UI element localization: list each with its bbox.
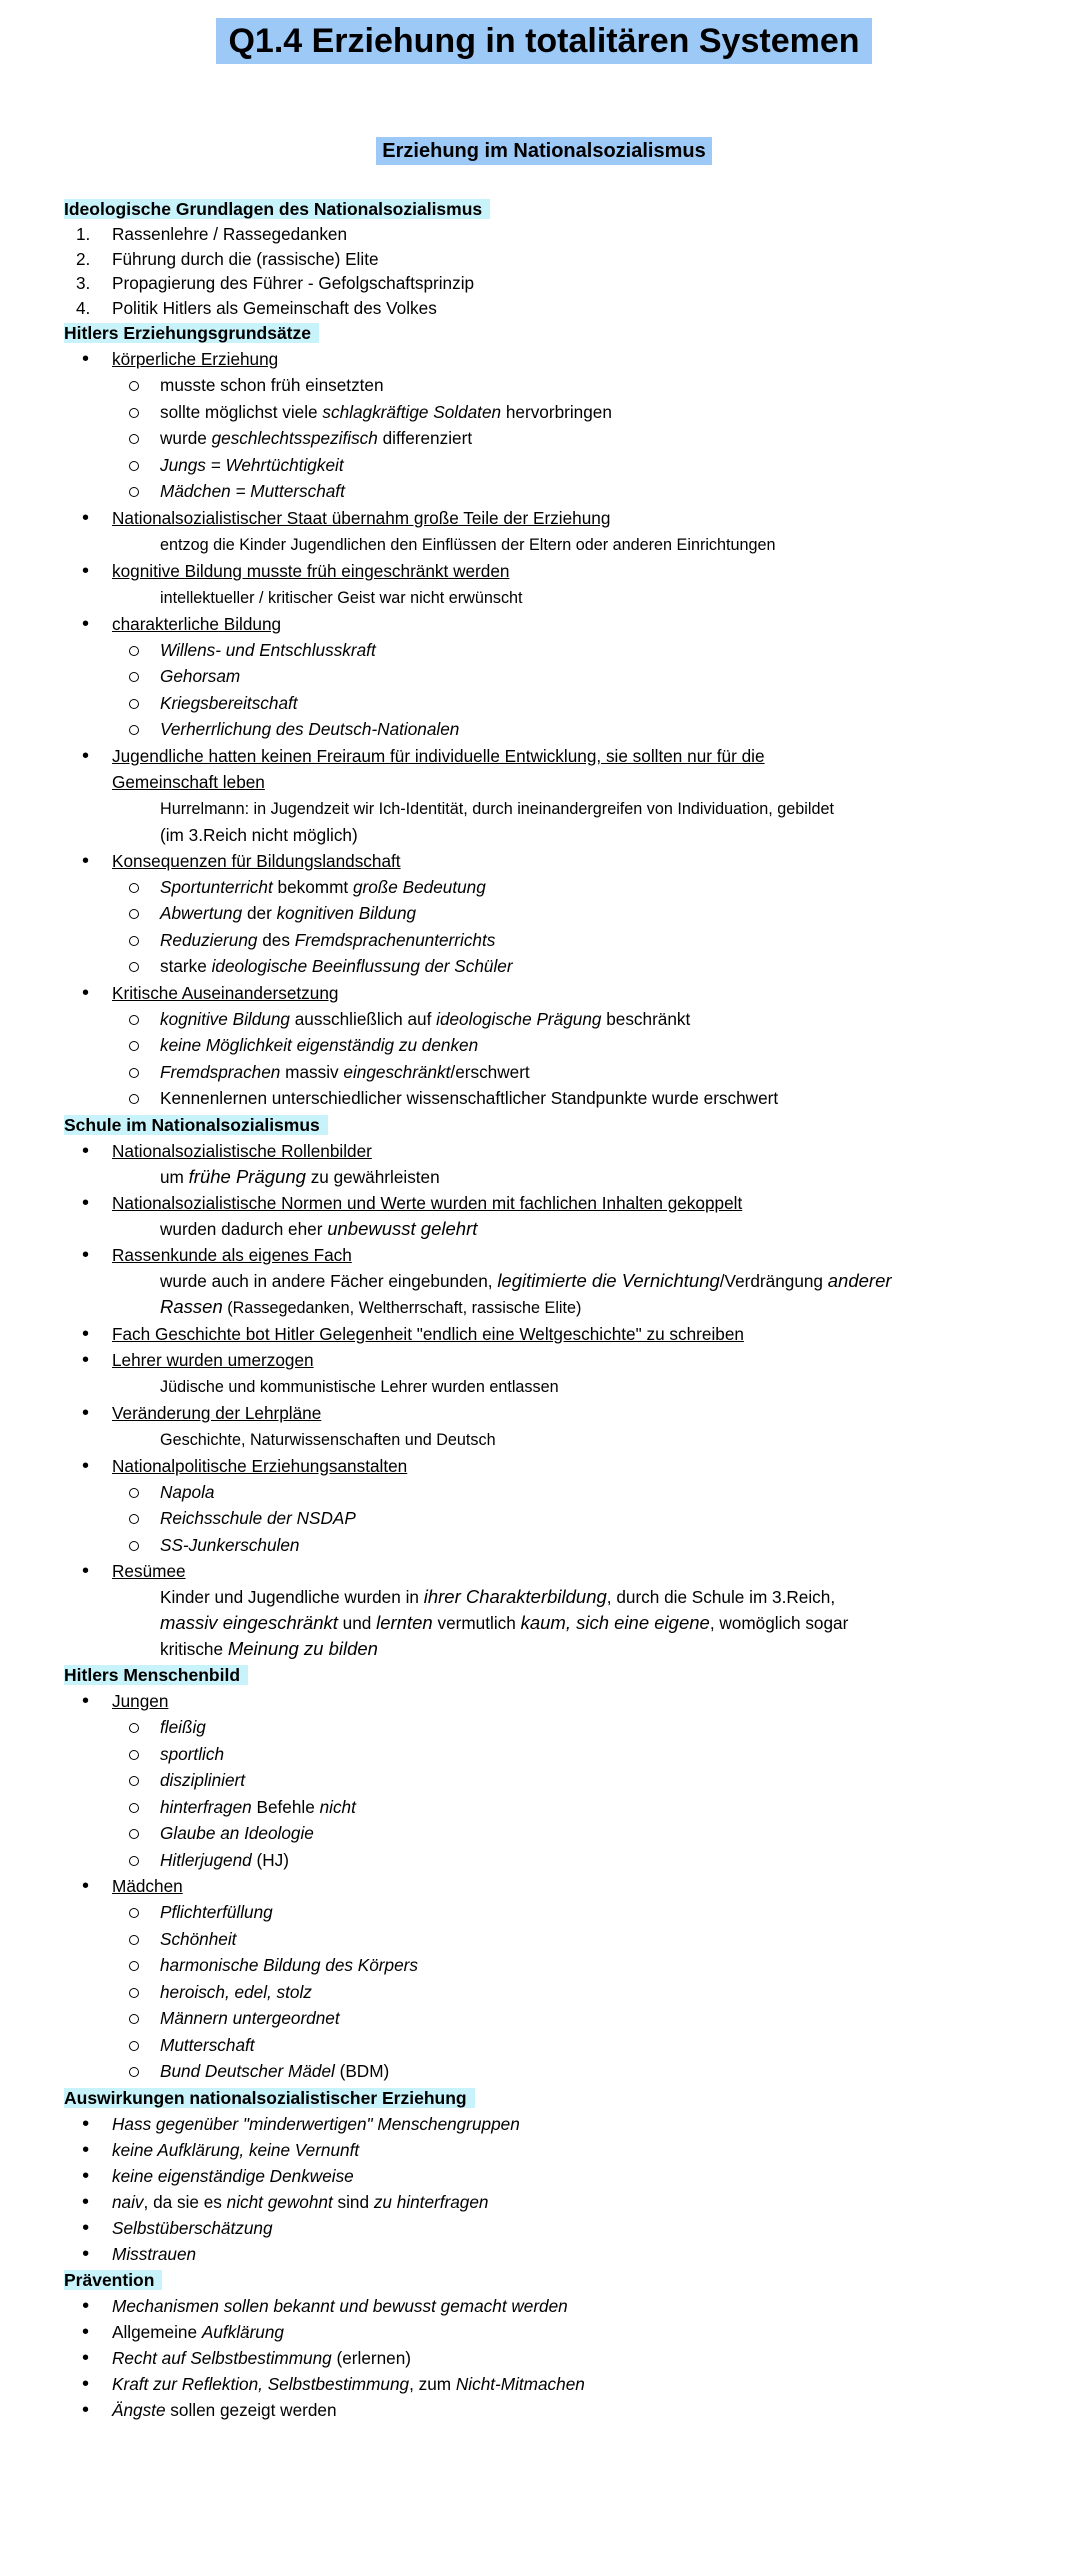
list-item: • Nationalsozialistische Rollenbilder (64, 1138, 1024, 1164)
list-item: Kennenlernen unterschiedlicher wissenschaftlicher Standpunkte wurde erschwert (64, 1085, 1024, 1112)
list-item: • Hass gegenüber "minderwertigen" Menschengruppen (64, 2111, 1024, 2137)
note-text: wurden dadurch eher unbewusst gelehrt (160, 1217, 478, 1239)
list-item: • kognitive Bildung musste früh eingeschränkt werden (64, 558, 1024, 584)
list-item: hinterfragen Befehle nicht (64, 1794, 1024, 1821)
document-body (64, 196, 1024, 2423)
list-item: Sportunterricht bekommt große Bedeutung (64, 874, 1024, 901)
list-item: Hitlerjugend (HJ) (64, 1847, 1024, 1874)
section-heading-auswirkungen: Auswirkungen nationalsozialistischer Erziehung (64, 2085, 1024, 2111)
list-item: Abwertung der kognitiven Bildung (64, 900, 1024, 927)
list-item: Schönheit (64, 1926, 1024, 1953)
list-item: wurde geschlechtsspezifisch differenziert (64, 425, 1024, 452)
list-item: • naiv, da sie es nicht gewohnt sind zu hinterfragen (64, 2189, 1024, 2215)
list-item: Napola (64, 1479, 1024, 1506)
note-text: Hurrelmann: in Jugendzeit wir Ich-Identität, durch ineinandergreifen von Individuation, gebildet (im 3.Reich nicht möglich) (160, 799, 834, 845)
section-heading-menschenbild: Hitlers Menschenbild (64, 1662, 1024, 1688)
note-text: Kinder und Jugendliche wurden in ihrer Charakterbildung, durch die Schule im 3.Reich, massiv eingeschränkt und lernten vermutlich kaum, sich eine eigene, womöglich sogar kritische Meinung zu bilden (160, 1586, 849, 1659)
list-item: sportlich (64, 1741, 1024, 1768)
list-item: • Recht auf Selbstbestimmung (erlernen) (64, 2345, 1024, 2371)
list-item: Reichsschule der NSDAP (64, 1505, 1024, 1532)
list-item: Mädchen = Mutterschaft (64, 478, 1024, 505)
list-item: harmonische Bildung des Körpers (64, 1952, 1024, 1979)
list-item: • Veränderung der Lehrpläne (64, 1400, 1024, 1426)
section-heading-schule: Schule im Nationalsozialismus (64, 1112, 1024, 1138)
note-text: wurde auch in andere Fächer eingebunden, legitimierte die Vernichtung/Verdrängung anderer Rassen (Rassegedanken, Weltherrschaft, rassische Elite) (160, 1269, 892, 1317)
list-item: diszipliniert (64, 1767, 1024, 1794)
list-item: SS-Junkerschulen (64, 1532, 1024, 1559)
list-item: • körperliche Erziehung (64, 346, 1024, 372)
list-item: 4. Politik Hitlers als Gemeinschaft des Volkes (76, 297, 437, 318)
list-item: • Allgemeine Aufklärung (64, 2319, 1024, 2345)
list-item: fleißig (64, 1714, 1024, 1741)
list-item: heroisch, edel, stolz (64, 1979, 1024, 2006)
list-item: • Mechanismen sollen bekannt und bewusst gemacht werden (64, 2293, 1024, 2319)
list-item: Bund Deutscher Mädel (BDM) (64, 2058, 1024, 2085)
list-item: Mutterschaft (64, 2032, 1024, 2059)
list-item: 1. Rassenlehre / Rassegedanken (76, 224, 348, 244)
list-item: • Konsequenzen für Bildungslandschaft (64, 848, 1024, 874)
list-item: sollte möglichst viele schlagkräftige Soldaten hervorbringen (64, 399, 1024, 426)
section-heading-ideologie: Ideologische Grundlagen des Nationalsozialismus (64, 196, 1024, 222)
note-text: intellektueller / kritischer Geist war nicht erwünscht (160, 588, 523, 607)
list-item: Pflichterfüllung (64, 1899, 1024, 1926)
list-item: • Lehrer wurden umerzogen (64, 1347, 1024, 1373)
list-item: • Nationalsozialistischer Staat übernahm große Teile der Erziehung (64, 505, 1024, 531)
list-item: 2. Führung durch die (rassische) Elite (76, 248, 379, 269)
list-item: • Rassenkunde als eigenes Fach (64, 1242, 1024, 1268)
list-item: • Resümee (64, 1558, 1024, 1584)
list-item: Fremdsprachen massiv eingeschränkt/erschwert (64, 1059, 1024, 1086)
section-heading-grundsaetze: Hitlers Erziehungsgrundsätze (64, 320, 1024, 346)
list-item: • Nationalsozialistische Normen und Werte wurden mit fachlichen Inhalten gekoppelt (64, 1190, 1024, 1216)
list-item: • Nationalpolitische Erziehungsanstalten (64, 1453, 1024, 1479)
list-item: Männern untergeordnet (64, 2005, 1024, 2032)
list-item: • charakterliche Bildung (64, 611, 1024, 637)
list-item: • Ängste sollen gezeigt werden (64, 2397, 1024, 2423)
list-item: Kriegsbereitschaft (64, 690, 1024, 717)
note-text: um frühe Prägung zu gewährleisten (160, 1165, 440, 1187)
section-heading-praevention: Prävention (64, 2267, 1024, 2293)
list-item: • Selbstüberschätzung (64, 2215, 1024, 2241)
list-item: Reduzierung des Fremdsprachenunterrichts (64, 927, 1024, 954)
list-item: 3. Propagierung des Führer - Gefolgschaftsprinzip (76, 273, 475, 293)
list-item: musste schon früh einsetzten (64, 372, 1024, 399)
list-item: • keine Aufklärung, keine Vernunft (64, 2137, 1024, 2163)
list-item: • Kraft zur Reflektion, Selbstbestimmung, zum Nicht-Mitmachen (64, 2371, 1024, 2397)
list-item: Gehorsam (64, 663, 1024, 690)
list-item: starke ideologische Beeinflussung der Schüler (64, 953, 1024, 980)
note-text: entzog die Kinder Jugendlichen den Einflüssen der Eltern oder anderen Einrichtungen (160, 535, 776, 554)
list-item: • Mädchen (64, 1873, 1024, 1899)
note-text: Jüdische und kommunistische Lehrer wurden entlassen (160, 1377, 559, 1396)
list-item: Willens- und Entschlusskraft (64, 637, 1024, 664)
list-item: • Fach Geschichte bot Hitler Gelegenheit "endlich eine Weltgeschichte" zu schreiben (64, 1321, 1024, 1347)
list-item: Verherrlichung des Deutsch-Nationalen (64, 716, 1024, 743)
list-item: • Jungen (64, 1688, 1024, 1714)
list-item: • keine eigenständige Denkweise (64, 2163, 1024, 2189)
note-text: Geschichte, Naturwissenschaften und Deutsch (160, 1430, 496, 1449)
list-item: Glaube an Ideologie (64, 1820, 1024, 1847)
list-item: • Jugendliche hatten keinen Freiraum für individuelle Entwicklung, sie sollten nur für die Gemeinschaft leben (64, 743, 1024, 795)
list-item: • Misstrauen (64, 2241, 1024, 2267)
list-item: Jungs = Wehrtüchtigkeit (64, 452, 1024, 479)
list-item: • Kritische Auseinandersetzung (64, 980, 1024, 1006)
list-item: keine Möglichkeit eigenständig zu denken (64, 1032, 1024, 1059)
document-subtitle: Erziehung im Nationalsozialismus (64, 140, 1024, 163)
document-title: Q1.4 Erziehung in totalitären Systemen (64, 22, 1024, 61)
list-item: kognitive Bildung ausschließlich auf ideologische Prägung beschränkt (64, 1006, 1024, 1033)
